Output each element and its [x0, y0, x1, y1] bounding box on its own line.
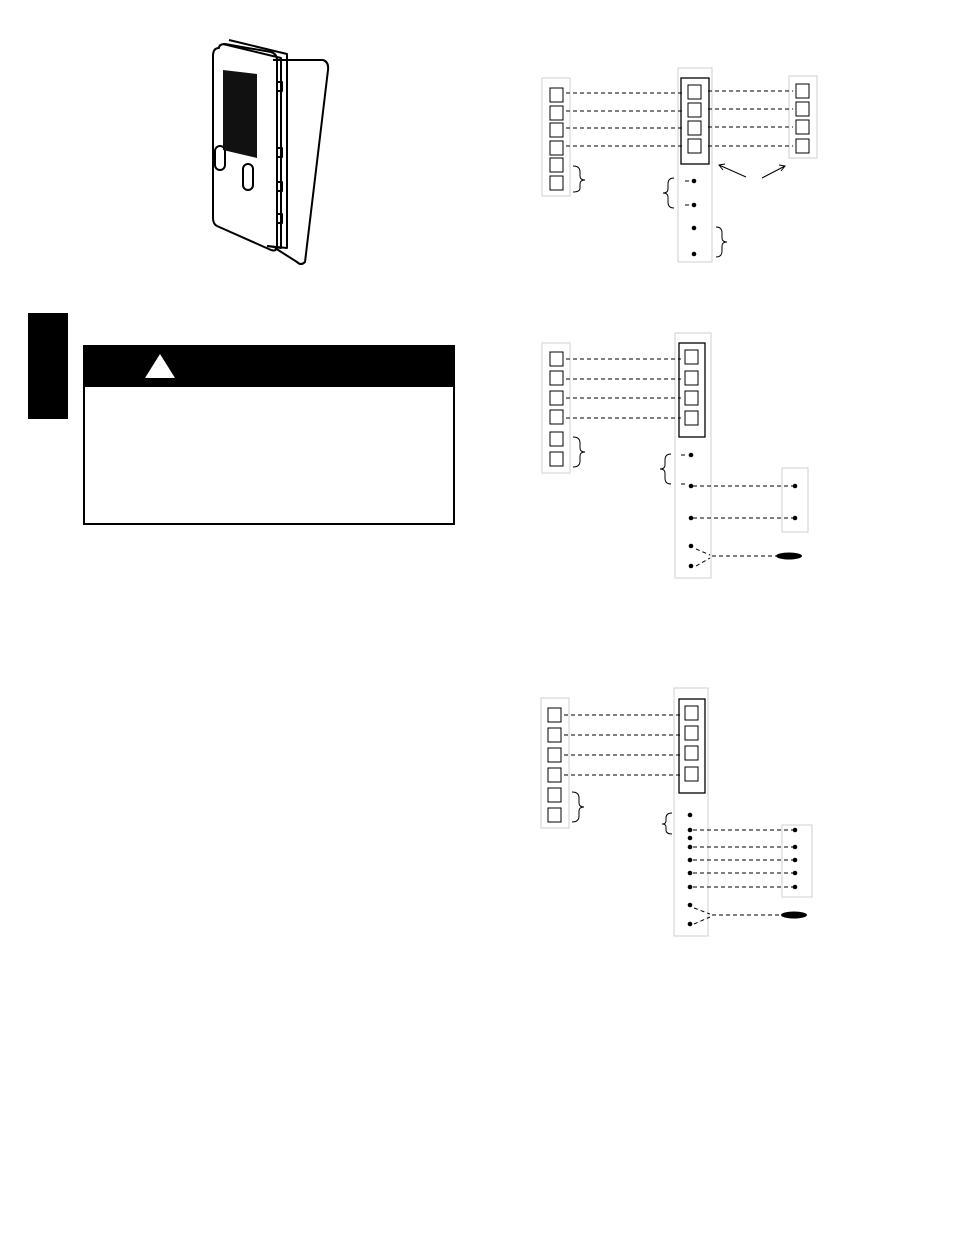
- sensor-bulb-icon: [781, 912, 807, 919]
